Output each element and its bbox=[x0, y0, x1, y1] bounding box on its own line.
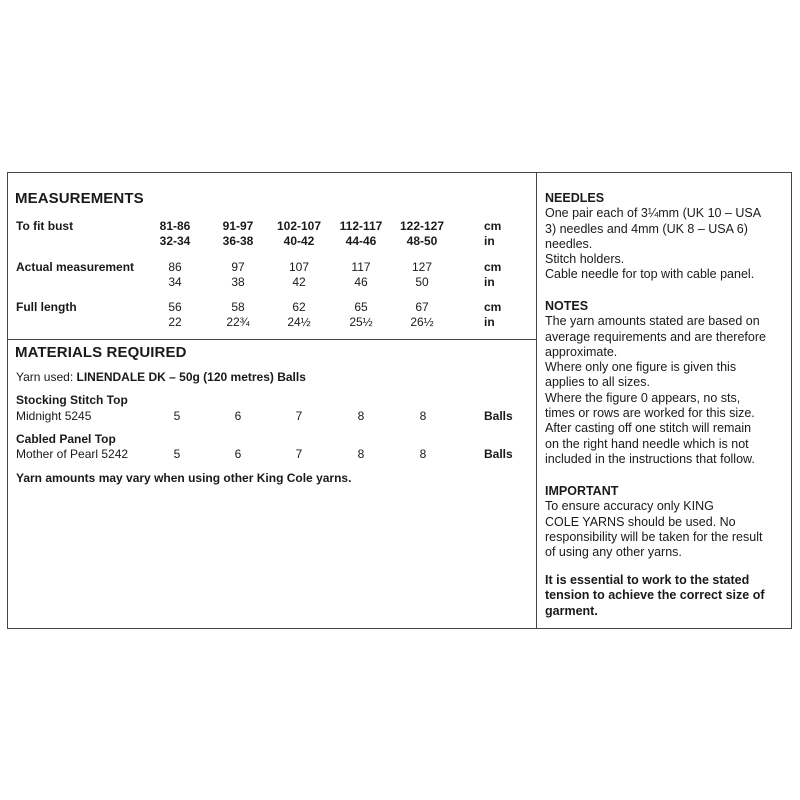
row-label: Full length bbox=[16, 300, 77, 314]
notes-line: approximate. bbox=[545, 344, 618, 359]
unit-cm: cm bbox=[484, 260, 502, 274]
yarn-footnote: Yarn amounts may vary when using other King Cole yarns. bbox=[16, 471, 352, 485]
row-label: Actual measurement bbox=[16, 260, 135, 274]
needles-line: 3) needles and 4mm (UK 8 – USA 6) bbox=[545, 221, 748, 236]
value-in: 22¾ bbox=[226, 315, 250, 329]
notes-line: included in the instructions that follow. bbox=[545, 451, 755, 466]
size-in: 36-38 bbox=[222, 234, 254, 248]
item-name: Stocking Stitch Top bbox=[16, 393, 128, 407]
item-colour: Midnight 5245 bbox=[16, 409, 92, 423]
important-line: To ensure accuracy only KING bbox=[545, 499, 714, 514]
value-cm: 56 bbox=[168, 300, 182, 314]
value-in: 34 bbox=[168, 275, 182, 289]
needles-line: One pair each of 3¼mm (UK 10 – USA bbox=[545, 206, 762, 221]
size-cm: 102-107 bbox=[276, 219, 322, 233]
ball-count: 8 bbox=[419, 447, 427, 461]
notes-title: NOTES bbox=[545, 299, 589, 313]
unit-balls: Balls bbox=[484, 409, 513, 423]
value-in: 26½ bbox=[410, 315, 434, 329]
value-cm: 127 bbox=[411, 260, 433, 274]
unit-cm: cm bbox=[484, 300, 502, 314]
yarn-name: LINENDALE DK – 50g (120 metres) Balls bbox=[76, 370, 306, 384]
value-cm: 65 bbox=[354, 300, 368, 314]
size-in: 44-46 bbox=[345, 234, 377, 248]
ball-count: 5 bbox=[173, 409, 181, 423]
ball-count: 8 bbox=[357, 409, 365, 423]
ball-count: 6 bbox=[234, 409, 242, 423]
notes-section bbox=[545, 299, 785, 467]
value-cm: 117 bbox=[351, 260, 371, 274]
section-divider bbox=[7, 339, 537, 340]
size-cm: 91-97 bbox=[222, 219, 254, 233]
needles-title: NEEDLES bbox=[545, 191, 605, 205]
ball-count: 7 bbox=[295, 447, 303, 461]
important-line: responsibility will be taken for the result bbox=[545, 529, 763, 544]
tension-line: garment. bbox=[545, 603, 598, 618]
size-in: 40-42 bbox=[283, 234, 315, 248]
value-cm: 58 bbox=[231, 300, 245, 314]
notes-line: Where only one figure is given this bbox=[545, 360, 737, 375]
size-cm: 122-127 bbox=[399, 219, 445, 233]
materials-title: MATERIALS REQUIRED bbox=[15, 344, 187, 361]
value-in: 42 bbox=[292, 275, 306, 289]
tension-warning bbox=[545, 573, 785, 619]
value-in: 50 bbox=[415, 275, 429, 289]
important-title: IMPORTANT bbox=[545, 484, 619, 498]
size-cm: 112-117 bbox=[339, 219, 383, 233]
notes-line: The yarn amounts stated are based on bbox=[545, 314, 760, 329]
yarn-used-prefix: Yarn used: bbox=[16, 370, 77, 384]
value-in: 46 bbox=[354, 275, 368, 289]
value-cm: 62 bbox=[292, 300, 306, 314]
needles-line: Stitch holders. bbox=[545, 252, 625, 267]
unit-in: in bbox=[484, 315, 495, 329]
item-colour: Mother of Pearl 5242 bbox=[16, 447, 129, 461]
item-name: Cabled Panel Top bbox=[16, 432, 116, 446]
ball-count: 6 bbox=[234, 447, 242, 461]
ball-count: 5 bbox=[173, 447, 181, 461]
value-in: 24½ bbox=[287, 315, 311, 329]
important-line: of using any other yarns. bbox=[545, 545, 682, 560]
notes-line: on the right hand needle which is not bbox=[545, 436, 749, 451]
value-cm: 86 bbox=[168, 260, 182, 274]
yarn-used-line bbox=[16, 370, 306, 385]
size-in: 48-50 bbox=[406, 234, 438, 248]
needles-line: needles. bbox=[545, 236, 593, 251]
size-cm: 81-86 bbox=[159, 219, 191, 233]
value-in: 38 bbox=[231, 275, 245, 289]
ball-count: 7 bbox=[295, 409, 303, 423]
ball-count: 8 bbox=[419, 409, 427, 423]
notes-line: After casting off one stitch will remain bbox=[545, 421, 752, 436]
important-section bbox=[545, 484, 785, 560]
important-line: COLE YARNS should be used. No bbox=[545, 514, 736, 529]
value-cm: 97 bbox=[231, 260, 245, 274]
tension-line: It is essential to work to the stated bbox=[545, 573, 750, 587]
column-divider bbox=[536, 172, 537, 629]
unit-in: in bbox=[484, 275, 495, 289]
needles-section bbox=[545, 191, 785, 283]
notes-line: applies to all sizes. bbox=[545, 375, 650, 390]
notes-line: Where the figure 0 appears, no sts, bbox=[545, 390, 741, 405]
unit-balls: Balls bbox=[484, 447, 513, 461]
notes-line: times or rows are worked for this size. bbox=[545, 406, 755, 421]
tension-line: tension to achieve the correct size of bbox=[545, 588, 765, 603]
size-in: 32-34 bbox=[159, 234, 191, 248]
value-in: 22 bbox=[168, 315, 182, 329]
unit-in: in bbox=[484, 234, 495, 248]
value-cm: 67 bbox=[415, 300, 429, 314]
row-label: To fit bust bbox=[16, 219, 74, 233]
ball-count: 8 bbox=[357, 447, 365, 461]
value-cm: 107 bbox=[288, 260, 310, 274]
value-in: 25½ bbox=[349, 315, 373, 329]
notes-line: average requirements and are therefore bbox=[545, 329, 766, 344]
needles-line: Cable needle for top with cable panel. bbox=[545, 267, 755, 282]
unit-cm: cm bbox=[484, 219, 502, 233]
measurements-title: MEASUREMENTS bbox=[15, 190, 144, 207]
